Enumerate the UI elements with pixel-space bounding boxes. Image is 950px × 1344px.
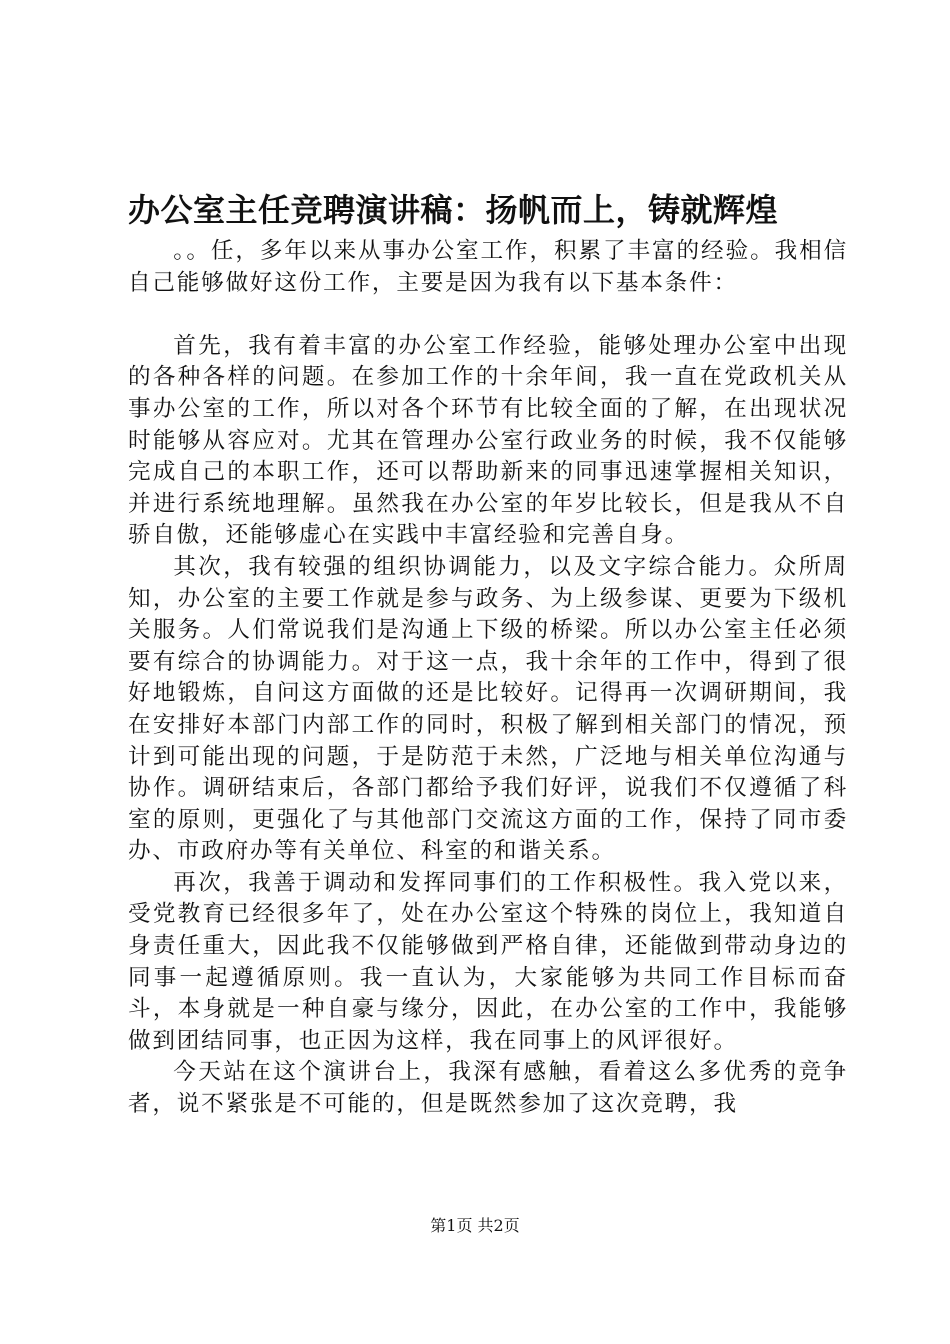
paragraph-third: 再次，我善于调动和发挥同事们的工作积极性。我入党以来，受党教育已经很多年了，处在办公室这个特殊的岗位上，我知道自身责任重大，因此我不仅能够做到严格自律，还能做到带动身边的同事一起遵循原则。我一直认为，大家能够为共同工作目标而奋斗，本身就是一种自豪与缘分，因此，在办公室的工作中，我能够做到团结同事，也正因为这样，我在同事上的风评很好。 [128,869,848,1054]
paragraph-fourth: 今天站在这个演讲台上，我深有感触，看着这么多优秀的竞争者，说不紧张是不可能的，但是既然参加了这次竞聘，我 [128,1059,848,1118]
page-number-footer: 第1页 共2页 [430,1216,520,1235]
document-title: 办公室主任竞聘演讲稿：扬帆而上，铸就辉煌 [128,191,779,229]
paragraph-second: 其次，我有较强的组织协调能力，以及文字综合能力。众所周知，办公室的主要工作就是参与政务、为上级参谋、更要为下级机关服务。人们常说我们是沟通上下级的桥梁。所以办公室主任必须要有综合的协调能力。对于这一点，我十余年的工作中，得到了很好地锻炼，自问这方面做的还是比较好。记得再一次调研期间，我在安排好本部门内部工作的同时，积极了解到相关部门的情况，预计到可能出现的问题，于是防范于未然，广泛地与相关单位沟通与协作。调研结束后，各部门都给予我们好评，说我们不仅遵循了科室的原则，更强化了与其他部门交流这方面的工作，保持了同市委办、市政府办等有关单位、科室的和谐关系。 [128,553,848,865]
paragraph-intro: 。。任，多年以来从事办公室工作，积累了丰富的经验。我相信自己能够做好这份工作，主要是因为我有以下基本条件： [128,238,848,296]
paragraph-spacer [128,299,848,331]
paragraph-first: 首先，我有着丰富的办公室工作经验，能够处理办公室中出现的各种各样的问题。在参加工作的十余年间，我一直在党政机关从事办公室的工作，所以对各个环节有比较全面的了解，在出现状况时能够从容应对。尤其在管理办公室行政业务的时候，我不仅能够完成自己的本职工作，还可以帮助新来的同事迅速掌握相关知识，并进行系统地理解。虽然我在办公室的年岁比较长，但是我从不自骄自傲，还能够虚心在实践中丰富经验和完善自身。 [128,332,848,549]
document-body [128,236,848,1121]
